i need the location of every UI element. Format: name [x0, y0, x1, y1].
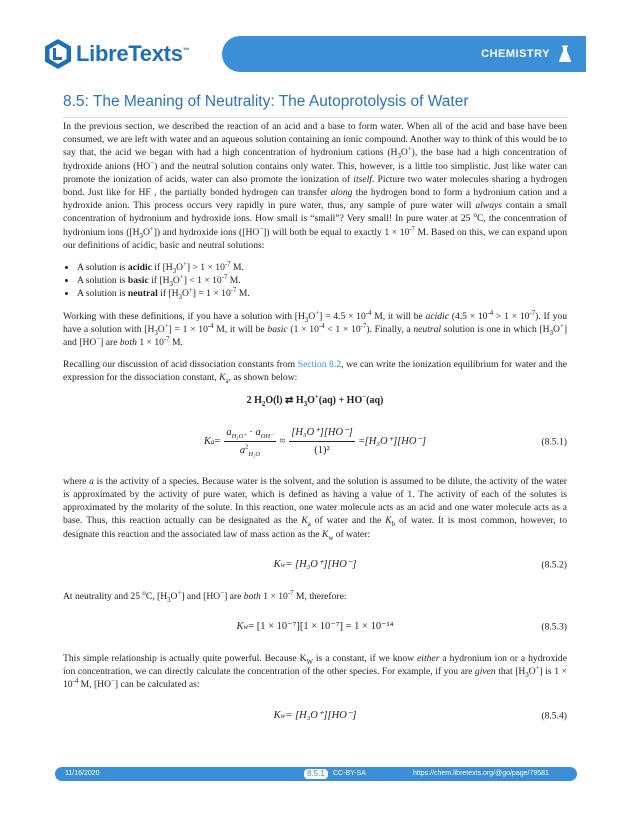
footer-url[interactable]: https://chem.libretexts.org/@go/page/79581	[413, 770, 549, 777]
subject-banner[interactable]	[222, 36, 586, 72]
examples-paragraph: Working with these definitions, if you have a solution with $[H_3O^+] = 4.5 \times 10^{-4}$ M, it will be acidic $(4.5 \times 10^{-4} > 1 \times 10^{-7})$. If you have a solution with $[H_3O^+] = 1 \times 10^{-4}$ M, it will be basic $(1 \times 10^{-4} < 1 \times 10^{-7})$. Finally, a neutral solution is one in which $[H_3O^+]$ and [HO−] are both $1 \times 10^{-7}$ M.	[63, 309, 568, 349]
equation-number: (8.5.1)	[541, 436, 567, 448]
water-ionization-reaction: 2 $H_2O(l)$ ⇄ $H_3O^+(aq) + HO^-(aq)$	[246, 393, 384, 408]
list-item: • A solution is neutral if $[H_3O^+] = 1 \times 10^{-7}$ M.	[77, 287, 567, 300]
equation-8-5-3: K w = [1 × 10⁻⁷][1 × 10⁻⁷] = 1 × 10⁻¹⁴ (8.5.3)	[236, 621, 567, 633]
list-item: • A solution is basic if $[H_3O^+] < 1 \times 10^{-7}$ M.	[77, 274, 567, 287]
footer-date: 11/16/2020	[65, 770, 100, 777]
libretexts-hexagon-icon	[44, 38, 72, 70]
article-body	[63, 120, 567, 741]
libretexts-logo[interactable]	[44, 36, 189, 72]
footer-page-number: 8.5.1	[303, 768, 329, 780]
logo-text: LibreTexts™	[76, 41, 190, 66]
equation-8-5-4: K w = [H₃O⁺][HO⁻] (8.5.4)	[273, 710, 567, 722]
definitions-list	[63, 261, 567, 301]
subject-label: CHEMISTRY	[481, 48, 550, 60]
equation-8-5-2: K w = [H₃O⁺][HO⁻] (8.5.2)	[273, 559, 567, 571]
relationship-paragraph: This simple relationship is actually quite powerful. Because $K_W$ is a constant, if we know either a hydronium ion or a hydroxide ion concentration, we can directly calculate the concentration of the other species. For example, if you are given that $[H_3O^+]$ is $1 \times 10^{-4}$ M, [HO−] can be calculated as:	[63, 653, 567, 691]
equation-number: (8.5.3)	[541, 621, 567, 633]
flask-icon	[558, 45, 572, 63]
equation-number: (8.5.2)	[541, 559, 567, 571]
activity-paragraph: where a is the activity of a species. Because water is the solvent, and the solution is assumed to be dilute, the activity of the water is approximated by the activity of pure water, which is defined as having a value of 1. The activity of each of the solutes is approximated by the molarity of the solute. In this reaction, one water molecule acts as an acid and one water molecule acts as a base. Thus, this reaction actually can be designated as the $K_a$ of water and the $K_b$ of water. It is most common, however, to designate this reaction and the associated law of mass action as the $K_w$ of water:	[63, 475, 567, 542]
neutrality-paragraph: At neutrality and 25 $^o$C, $[H_3O^+]$ and [HO−] are both $1 \times 10^{-7}$ M, therefore:	[63, 589, 347, 604]
page-header	[44, 36, 586, 72]
recall-paragraph: Recalling our discussion of acid dissociation constants from Section 8.2, we can write the ionization equilibrium for water and the expression for the dissociation constant, $K_a$, as shown below:	[63, 359, 568, 386]
page-title: 8.5: The Meaning of Neutrality: The Autoprotolysis of Water	[63, 93, 568, 118]
intro-paragraph: In the previous section, we described the reaction of an acid and a base to form water. When all of the acid and base have been consumed, we are left with water and an aqueous solution containing an ionic compound. Another way to think of this would be to say that, the acid we began with had a high concentration of hydronium cations $(H_3O^+)$, the base had a high concentration of hydroxide anions (HO−) and the neutral solution contains only water. This, however, is a little too simplistic. Just like water can promote the ionization of acids, water can also promote the ionization of itself. Picture two water molecules sharing a hydrogen bond. Just like for HF , the partially bonded hydrogen can transfer along the hydrogen bond to form a hydronium cation and a hydroxide anion. This process occurs very rapidly in pure water, thus, any sample of pure water will always contain a small concentration of hydronium and hydroxide ions. How small is “small”? Very small! In pure water at 25 $^o$C, the concentration of hydronium ions $([H_3O^+])$ and hydroxide ions ([HO−]) will both be equal to exactly $1 \times 10^{-7}$ M. Based on this, we can expand upon our definitions of acidic, basic and neutral solutions:	[63, 121, 568, 251]
equation-number: (8.5.4)	[541, 710, 567, 722]
list-item: • A solution is acidic if $[H_3O^+] > 1 \times 10^{-7}$ M.	[77, 261, 567, 274]
footer-license[interactable]: CC-BY-SA	[333, 770, 366, 777]
section-8-2-link[interactable]: Section 8.2	[297, 359, 342, 371]
equation-8-5-1: K a = $\frac{a_{H_3O^+} \cdot a_{OH^-}}{a^2_{H_2O}}$ ≈ $\frac{\text{[H₃O⁺][HO⁻]}}{\text{(1)²}}$ = [H₃O⁺][HO⁻] (8.5.1)	[203, 427, 567, 459]
page-footer	[55, 767, 577, 781]
